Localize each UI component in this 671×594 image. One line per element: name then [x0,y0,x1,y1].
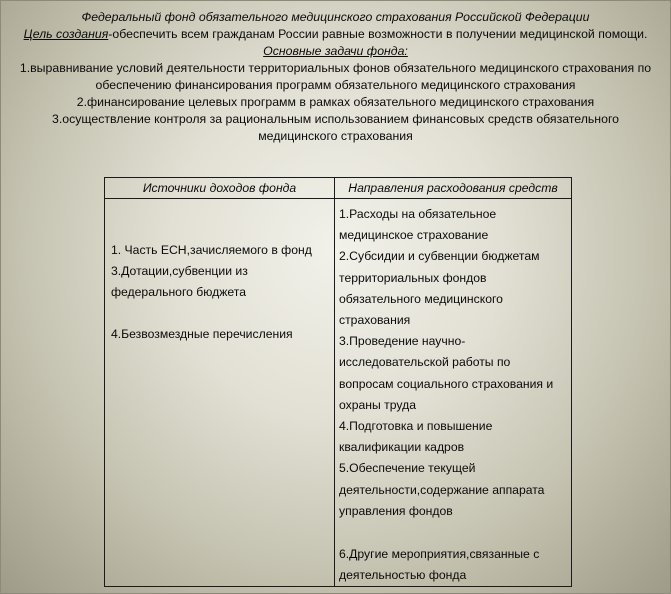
expense-item: 6.Другие мероприятия,связанные с деятельностью фонда [339,547,540,583]
income-item: 1. Часть ЕСН,зачисляемого в фонд [111,243,312,257]
column-header-expenses: Направления расходования средств [335,178,572,199]
expenses-cell [335,199,572,587]
task-item: 2.финансирование целевых программ в рамках обязательного медицинского страхования [76,95,595,109]
income-item: 3.Дотации,субвенции из федерального бюджета [111,264,248,299]
task-item: 1.выравнивание условий деятельности территориальных фонов обязательного медицинского страхования по обеспечению финансирования программ обязательного медицинского страхования [19,61,652,92]
column-header-income: Источники доходов фонда [105,178,335,199]
page-title: Федеральный фонд обязательного медицинского страхования Российской Федерации [81,10,590,24]
header [1,1,670,145]
expenses-list [335,199,571,586]
table-header-row [105,178,572,199]
goal-label: Цель создания [23,27,109,41]
expense-item: 4.Подготовка и повышение квалификации кадров [339,419,493,455]
expense-item: 3.Проведение научно-исследовательской работы по вопросам социального страхования и охраны труда [339,334,554,412]
expense-item: 1.Расходы на обязательное медицинское страхование [339,207,497,243]
table-row [105,199,572,587]
income-list [105,199,334,345]
income-item: 4.Безвозмездные перечисления [111,327,293,341]
income-cell [105,199,335,587]
tasks-heading: Основные задачи фонда: [263,44,408,58]
task-item: 3.осуществление контроля за рациональным использованием финансовых средств обязательного медицинского страхования [51,112,619,143]
sources-table [104,177,572,587]
expense-item: 2.Субсидии и субвенции бюджетам территориальных фондов обязательного медицинского страхования [339,249,540,328]
goal-line [19,26,652,43]
expense-item: 5.Обеспечение текущей деятельности,содержание аппарата управления фондов [339,461,545,518]
goal-text: -обеспечить всем гражданам России равные возможности в получении медицинской помощи. [108,27,648,41]
